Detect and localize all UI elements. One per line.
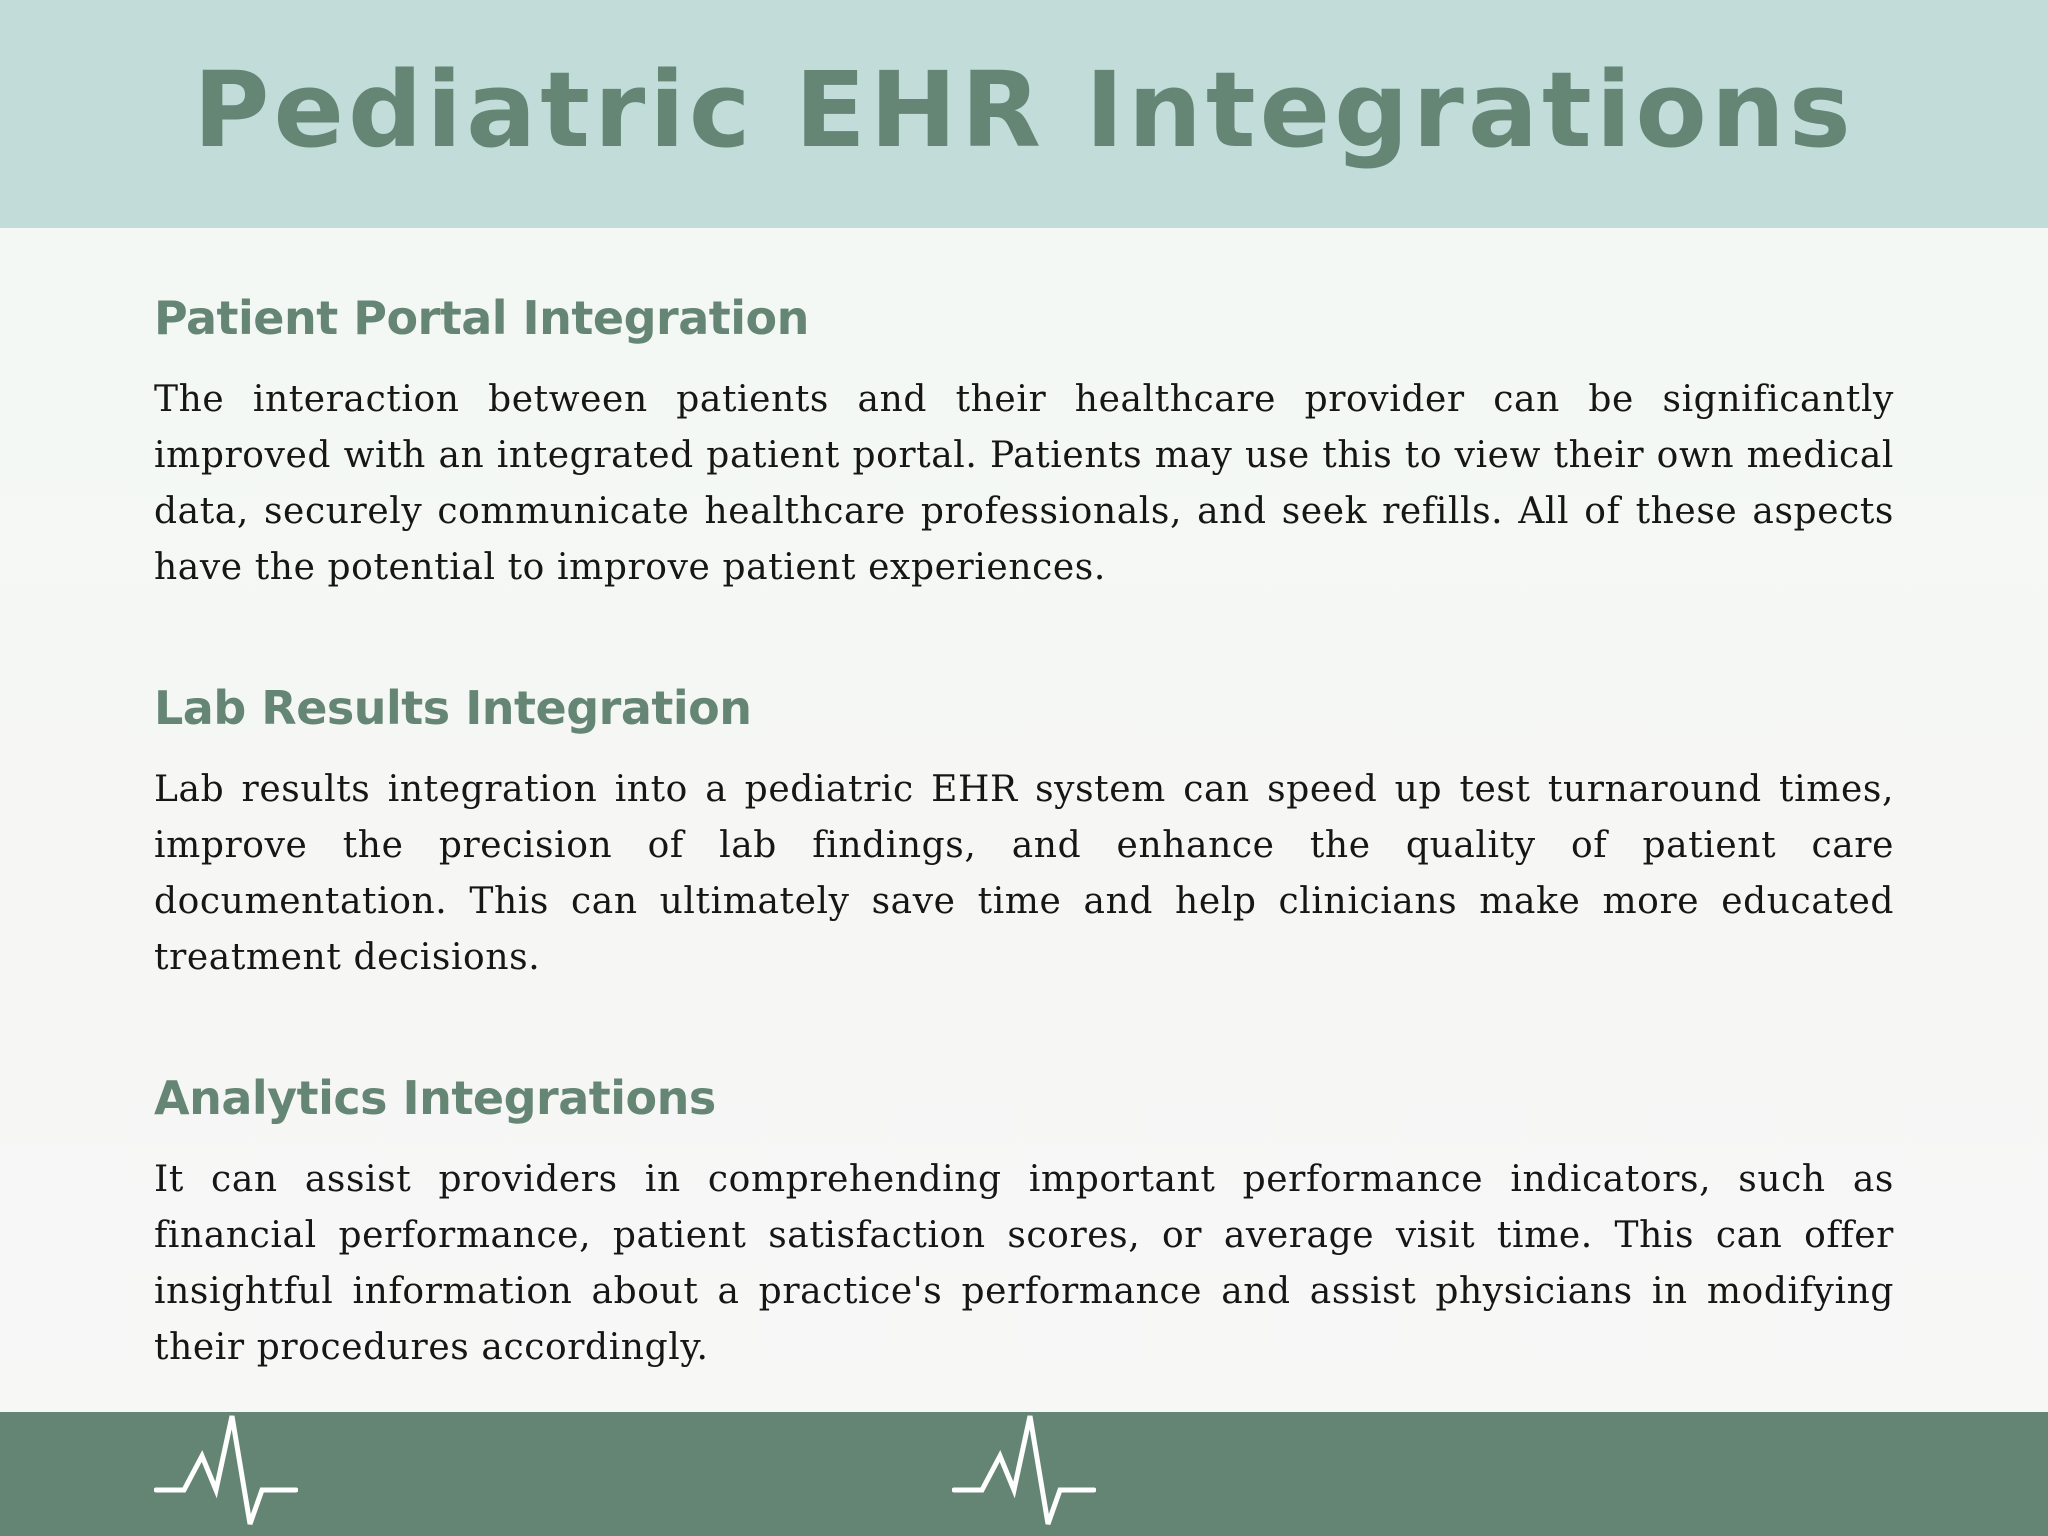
- footer-bar: [0, 1412, 2048, 1536]
- title-banner: [0, 0, 2048, 228]
- section-patient-portal: [154, 286, 1894, 596]
- section-body: Lab results integration into a pediatric EHR system can speed up test turnaround times, improve the precision of lab findings, and enhance the quality of patient care documentation. This can ultimately save time and help clinicians make more educated treatment decisions.: [154, 769, 1894, 978]
- page-title: Pediatric EHR Integrations: [193, 49, 1855, 171]
- section-analytics: [154, 1066, 1894, 1376]
- section-lab-results: [154, 676, 1894, 986]
- section-heading: Analytics Integrations: [154, 1071, 716, 1125]
- section-heading: Patient Portal Integration: [154, 291, 809, 345]
- heartbeat-pulse-icon: [154, 1412, 298, 1536]
- content-area: [154, 286, 1894, 1456]
- section-heading: Lab Results Integration: [154, 681, 752, 735]
- heartbeat-pulse-icon: [952, 1412, 1096, 1536]
- section-body: The interaction between patients and their healthcare provider can be significantly improved with an integrated patient portal. Patients may use this to view their own medical data, securely communicate healthcare professionals, and seek refills. All of these aspects have the potential to improve patient experiences.: [154, 379, 1894, 588]
- section-body: It can assist providers in comprehending important performance indicators, such as financial performance, patient satisfaction scores, or average visit time. This can offer insightful information about a practice's performance and assist physicians in modifying their procedures accordingly.: [154, 1159, 1894, 1368]
